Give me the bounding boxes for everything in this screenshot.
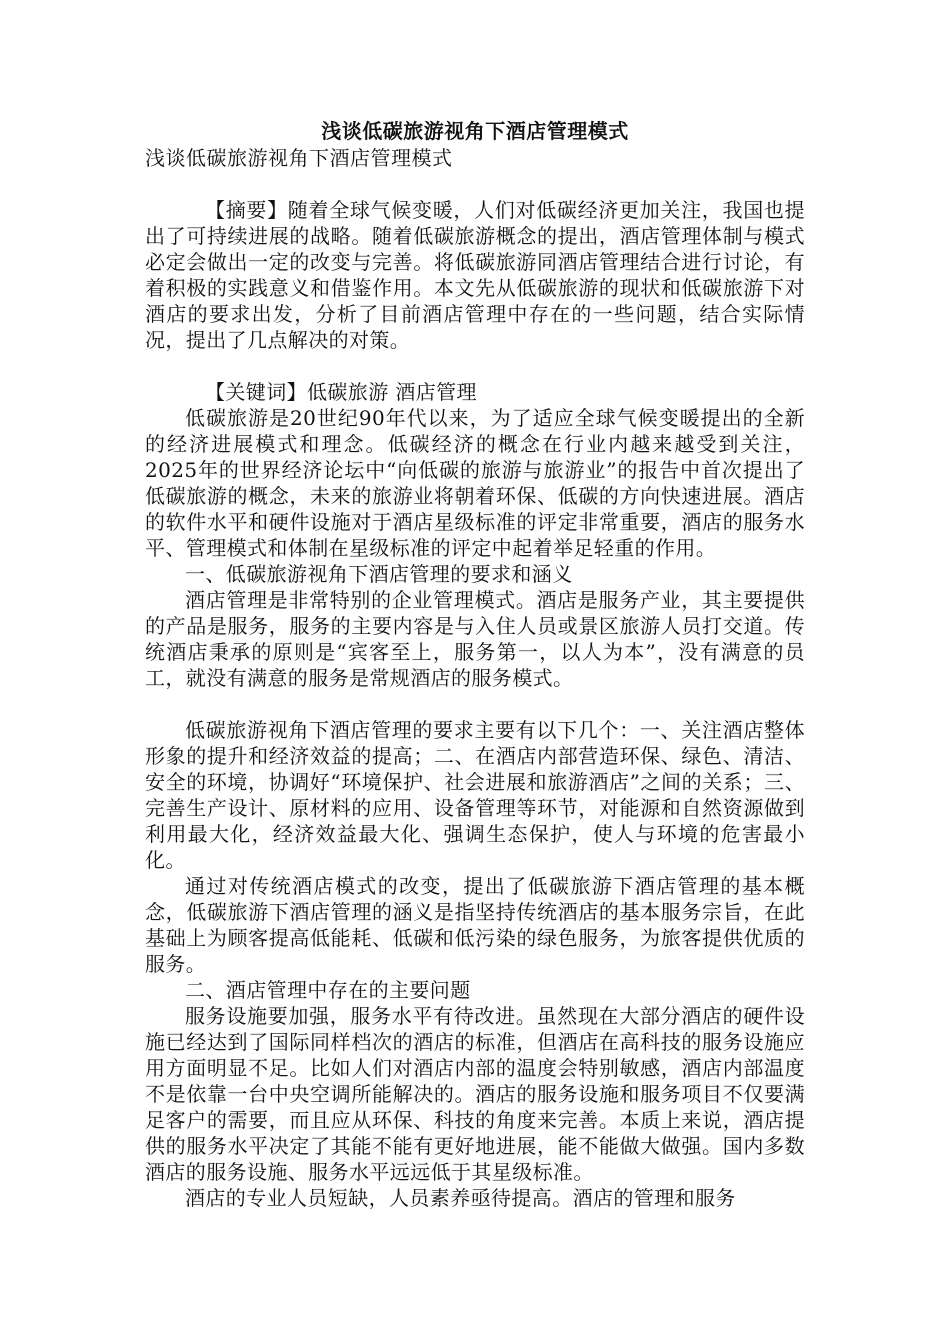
document-title: 浅谈低碳旅游视角下酒店管理模式 bbox=[321, 119, 629, 143]
abstract-paragraph: 【摘要】随着全球气候变暖，人们对低碳经济更加关注，我国也提出了可持续进展的战略。随着低碳旅游概念的提出，酒店管理体制与模式必定会做出一定的改变与完善。将低碳旅游同酒店管理结合进行讨论，有着积极的实践意义和借鉴作用。本文先从低碳旅游的现状和低碳旅游下对酒店的要求出发，分析了目前酒店管理中存在的一些问题，结合实际情况，提出了几点解决的对策。 bbox=[145, 198, 805, 352]
section-heading: 二、酒店管理中存在的主要问题 bbox=[185, 978, 471, 1002]
body-paragraph: 服务设施要加强，服务水平有待改进。虽然现在大部分酒店的硬件设施已经达到了国际同样档次的酒店的标准，但酒店在高科技的服务设施应用方面明显不足。比如人们对酒店内部的温度会特别敏感，酒店内部温度不是依靠一台中央空调所能解决的。酒店的服务设施和服务项目不仅要满足客户的需要，而且应从环保、科技的角度来完善。本质上来说，酒店提供的服务水平决定了其能不能有更好地进展，能不能做大做强。国内多数酒店的服务设施、服务水平远远低于其星级标准。 bbox=[145, 1004, 805, 1184]
document-body bbox=[145, 118, 805, 1211]
section-heading: 一、低碳旅游视角下酒店管理的要求和涵义 bbox=[185, 562, 573, 586]
body-paragraph: 低碳旅游视角下酒店管理的要求主要有以下几个：一、关注酒店整体形象的提升和经济效益的提高；二、在酒店内部营造环保、绿色、清洁、安全的环境，协调好“环境保护、社会进展和旅游酒店”之间的关系；三、完善生产设计、原材料的应用、设备管理等环节，对能源和自然资源做到利用最大化，经济效益最大化、强调生态保护，使人与环境的危害最小化。 bbox=[145, 718, 805, 872]
body-paragraph: 通过对传统酒店模式的改变，提出了低碳旅游下酒店管理的基本概念，低碳旅游下酒店管理的涵义是指坚持传统酒店的基本服务宗旨，在此基础上为顾客提高低能耗、低碳和低污染的绿色服务，为旅客提供优质的服务。 bbox=[145, 874, 805, 976]
document-subtitle: 浅谈低碳旅游视角下酒店管理模式 bbox=[145, 146, 453, 170]
keywords-line: 【关键词】低碳旅游 酒店管理 bbox=[205, 380, 477, 404]
spacer bbox=[145, 353, 805, 379]
body-paragraph: 酒店的专业人员短缺，人员素养亟待提高。酒店的管理和服务 bbox=[185, 1186, 736, 1210]
body-paragraph: 酒店管理是非常特别的企业管理模式。酒店是服务产业，其主要提供的产品是服务，服务的主要内容是与入住人员或景区旅游人员打交道。传统酒店秉承的原则是“宾客至上，服务第一，以人为本”，没有满意的员工，就没有满意的服务是常规酒店的服务模式。 bbox=[145, 588, 805, 690]
spacer bbox=[145, 691, 805, 717]
body-paragraph: 低碳旅游是20世纪90年代以来，为了适应全球气候变暖提出的全新的经济进展模式和理念。低碳经济的概念在行业内越来越受到关注，2025年的世界经济论坛中“向低碳的旅游与旅游业”的报告中首次提出了低碳旅游的概念，未来的旅游业将朝着环保、低碳的方向快速进展。酒店的软件水平和硬件设施对于酒店星级标准的评定非常重要，酒店的服务水平、管理模式和体制在星级标准的评定中起着举足轻重的作用。 bbox=[145, 406, 805, 560]
spacer bbox=[145, 171, 805, 197]
